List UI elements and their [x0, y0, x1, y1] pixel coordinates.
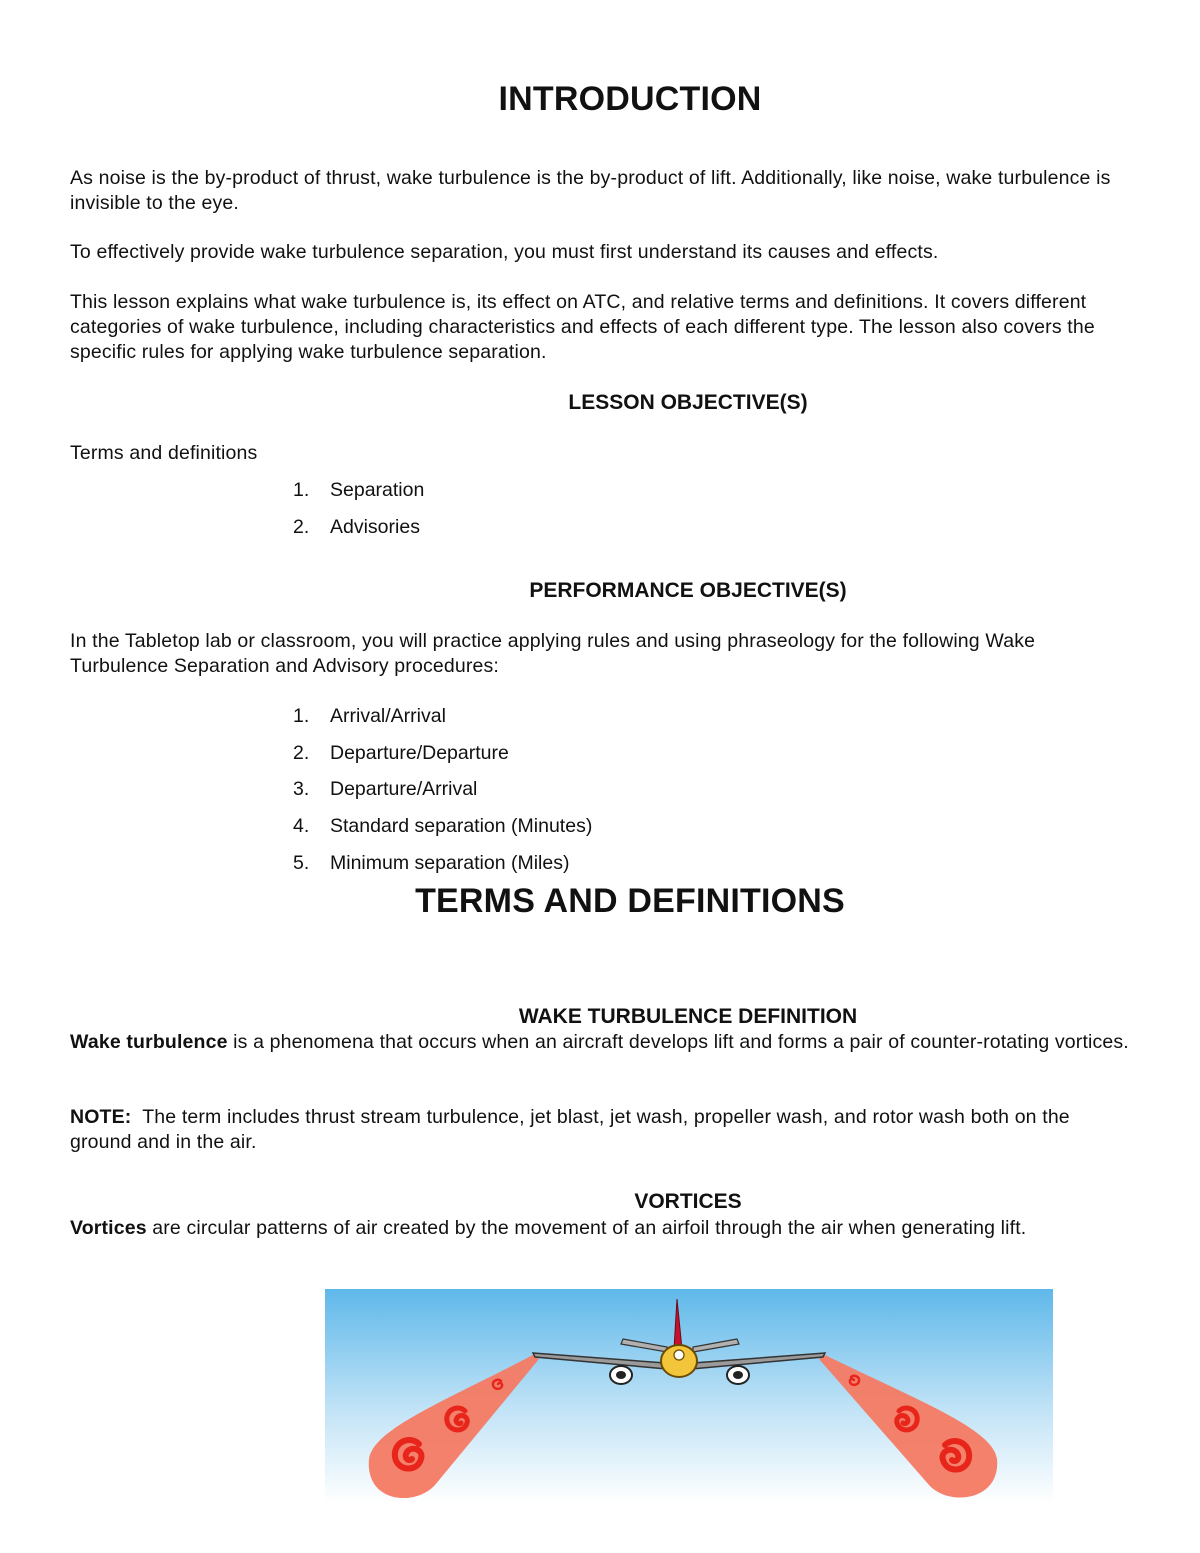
- vortices-definition: [70, 1216, 1135, 1241]
- list-item: [293, 478, 424, 515]
- terms-heading: TERMS AND DEFINITIONS: [415, 882, 845, 920]
- list-item: [293, 515, 424, 552]
- list-item-text: Departure/Arrival: [330, 778, 478, 801]
- wake-turbulence-heading: WAKE TURBULENCE DEFINITION: [518, 1005, 858, 1028]
- list-item: [293, 814, 592, 851]
- list-item-number: 4.: [293, 815, 310, 838]
- note: [70, 1105, 1135, 1155]
- lesson-objectives-list: [293, 478, 424, 551]
- list-item-text: Standard separation (Minutes): [330, 815, 593, 838]
- performance-objectives-list: [293, 704, 592, 887]
- list-item-number: 1.: [293, 705, 310, 727]
- wake-turbulence-definition: [70, 1030, 1135, 1055]
- list-item-text: Departure/Departure: [330, 741, 509, 764]
- vortices-term: Vortices: [70, 1217, 147, 1239]
- list-item-number: 3.: [293, 778, 310, 801]
- note-text: The term includes thrust stream turbulence, jet blast, jet wash, propeller wash, and rotor wash both on the ground and in the air.: [70, 1106, 1076, 1153]
- list-item: [293, 704, 592, 741]
- lesson-objectives-lead: Terms and definitions: [70, 442, 258, 464]
- list-item-text: Separation: [330, 479, 425, 501]
- list-item: [293, 777, 592, 814]
- note-label: NOTE:: [70, 1106, 132, 1128]
- intro-paragraph-1: As noise is the by-product of thrust, wake turbulence is the by-product of lift. Additionally, like noise, wake turbulence is invisible to the eye.: [70, 167, 1111, 214]
- list-item-text: Minimum separation (Miles): [330, 851, 570, 874]
- performance-objectives-lead: In the Tabletop lab or classroom, you will practice applying rules and using phraseology for the following Wake Turbulence Separation and Advisory procedures:: [70, 630, 1036, 677]
- intro-paragraph-3: This lesson explains what wake turbulence is, its effect on ATC, and relative terms and definitions. It covers different categories of wake turbulence, including characteristics and effects of each different type. The lesson also covers the specific rules for applying wake turbulence separation.: [70, 291, 1095, 363]
- list-item: [293, 741, 592, 778]
- wake-turbulence-text: is a phenomena that occurs when an aircraft develops lift and forms a pair of counter-rotating vortices.: [227, 1031, 1129, 1053]
- page-title: INTRODUCTION: [498, 80, 762, 118]
- lesson-objectives-heading: LESSON OBJECTIVE(S): [568, 391, 808, 414]
- list-item-text: Advisories: [330, 515, 420, 538]
- list-item-text: Arrival/Arrival: [330, 705, 446, 727]
- list-item-number: 1.: [293, 479, 310, 501]
- list-item-number: 2.: [293, 515, 310, 538]
- wake-vortices-illustration: [325, 1289, 1053, 1503]
- list-item-number: 5.: [293, 851, 310, 874]
- list-item-number: 2.: [293, 741, 310, 764]
- intro-paragraph-2: To effectively provide wake turbulence separation, you must first understand its causes and effects.: [70, 241, 939, 263]
- vortices-heading: VORTICES: [634, 1190, 742, 1213]
- wake-turbulence-term: Wake turbulence: [70, 1031, 228, 1053]
- vortices-text: are circular patterns of air created by the movement of an airfoil through the air when generating lift.: [146, 1217, 1027, 1239]
- performance-objectives-heading: PERFORMANCE OBJECTIVE(S): [529, 579, 847, 602]
